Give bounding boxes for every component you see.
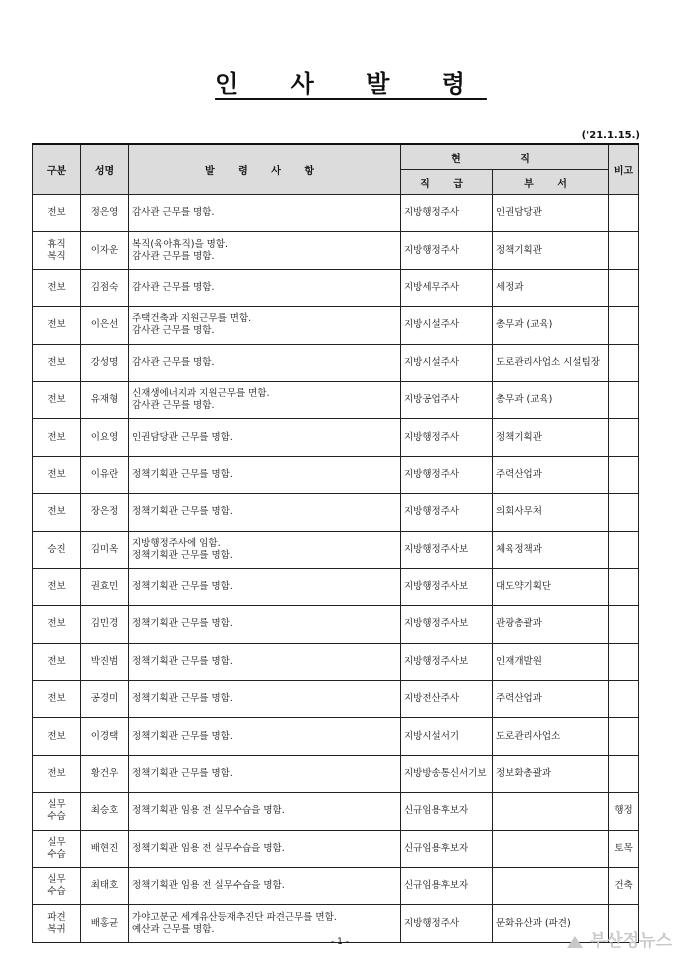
row-rank: 지방행정주사 [401, 195, 493, 232]
row-category-line: 실무 [47, 874, 66, 886]
row-rank: 지방행정주사 [401, 419, 493, 456]
table-row [33, 456, 639, 493]
row-note [609, 606, 639, 643]
row-order [129, 195, 401, 232]
row-category-line: 전보 [47, 356, 66, 368]
row-category-line: 전보 [47, 655, 66, 667]
table-row [33, 830, 639, 867]
row-category-line: 수습 [47, 811, 66, 823]
row-name: 공경미 [81, 681, 129, 718]
row-dept: 정보화총괄과 [493, 755, 609, 792]
row-order-line: 복직(육아휴직)을 명함. [132, 238, 229, 250]
row-rank: 신규임용후보자 [401, 868, 493, 905]
row-category [33, 606, 81, 643]
row-note [609, 755, 639, 792]
row-note: 건축 [609, 868, 639, 905]
row-category-line: 실무 [47, 799, 66, 811]
table-row [33, 793, 639, 830]
row-note [609, 195, 639, 232]
row-category [33, 381, 81, 418]
row-rank: 지방행정주사보 [401, 643, 493, 680]
row-order [129, 381, 401, 418]
row-category-line: 전보 [47, 581, 66, 593]
row-note [609, 232, 639, 269]
header-current: 현 직 [401, 144, 609, 170]
row-dept: 도로관리사업소 시설팀장 [493, 344, 609, 381]
header-order: 발 령 사 항 [129, 144, 401, 195]
row-category-line: 전보 [47, 618, 66, 630]
table-row [33, 606, 639, 643]
row-order-line: 정책기획관 임용 전 실무수습을 명함. [132, 880, 285, 892]
row-category-line: 전보 [47, 468, 66, 480]
row-order-line: 정책기획관 근무를 명함. [132, 693, 233, 705]
row-order-line: 예산과 근무를 명함. [132, 923, 215, 935]
row-note [609, 419, 639, 456]
row-category [33, 755, 81, 792]
row-order-line: 주택건축과 지원근무를 면함. [132, 313, 252, 325]
row-category [33, 568, 81, 605]
row-dept: 총무과 (교육) [493, 307, 609, 344]
row-category-line: 전보 [47, 319, 66, 331]
row-order-line: 감사관 근무를 명함. [132, 356, 215, 368]
row-name: 이경택 [81, 718, 129, 755]
row-order-line: 감사관 근무를 명함. [132, 325, 215, 337]
row-note [609, 568, 639, 605]
row-dept: 인권담당관 [493, 195, 609, 232]
row-category [33, 531, 81, 568]
row-order-line: 정책기획관 근무를 명함. [132, 655, 233, 667]
row-name: 이유란 [81, 456, 129, 493]
row-name: 김미옥 [81, 531, 129, 568]
table-row [33, 494, 639, 531]
row-category-line: 승진 [47, 543, 66, 555]
row-category [33, 419, 81, 456]
row-order-line: 정책기획관 근무를 명함. [132, 506, 233, 518]
header-rank: 직 급 [401, 170, 493, 195]
row-category [33, 643, 81, 680]
row-rank: 신규임용후보자 [401, 830, 493, 867]
watermark-logo-icon [566, 934, 584, 948]
row-rank: 지방행정주사보 [401, 568, 493, 605]
row-order-line: 정책기획관 임용 전 실무수습을 명함. [132, 842, 285, 854]
row-rank: 지방전산주사 [401, 681, 493, 718]
row-order-line: 신재생에너지과 지원근무를 면함. [132, 388, 270, 400]
personnel-orders-table [32, 143, 639, 943]
row-dept [493, 793, 609, 830]
table-row [33, 681, 639, 718]
row-dept: 관광총괄과 [493, 606, 609, 643]
row-category-line: 복직 [47, 250, 66, 262]
row-category-line: 수습 [47, 848, 66, 860]
row-dept: 대도약기획단 [493, 568, 609, 605]
row-category-line: 전보 [47, 506, 66, 518]
row-name: 이자운 [81, 232, 129, 269]
row-name: 배현진 [81, 830, 129, 867]
row-category [33, 307, 81, 344]
row-category [33, 830, 81, 867]
row-category-line: 실무 [47, 836, 66, 848]
row-note [609, 494, 639, 531]
row-category-line: 전보 [47, 281, 66, 293]
row-name: 강성명 [81, 344, 129, 381]
document-title: 인 사 발 령 [215, 69, 487, 98]
row-order [129, 606, 401, 643]
row-rank: 지방행정주사보 [401, 531, 493, 568]
row-order [129, 755, 401, 792]
row-name: 최태호 [81, 868, 129, 905]
row-category-line: 전보 [47, 207, 66, 219]
row-dept: 총무과 (교육) [493, 381, 609, 418]
page-number: - 1 - [331, 937, 349, 947]
row-category-line: 수습 [47, 886, 66, 898]
row-note: 행정 [609, 793, 639, 830]
row-name: 권효민 [81, 568, 129, 605]
row-note [609, 643, 639, 680]
row-order-line: 정책기획관 근무를 명함. [132, 768, 233, 780]
row-dept: 체육정책과 [493, 531, 609, 568]
row-category-line: 복귀 [47, 923, 66, 935]
row-order [129, 868, 401, 905]
row-category [33, 494, 81, 531]
table-row [33, 381, 639, 418]
row-order [129, 494, 401, 531]
table-row [33, 307, 639, 344]
row-order [129, 718, 401, 755]
row-category [33, 456, 81, 493]
row-rank: 지방행정주사 [401, 232, 493, 269]
header-dept: 부 서 [493, 170, 609, 195]
row-rank: 신규임용후보자 [401, 793, 493, 830]
row-category-line: 전보 [47, 768, 66, 780]
table-row [33, 232, 639, 269]
row-dept: 세정과 [493, 269, 609, 306]
table-row [33, 344, 639, 381]
row-order-line: 가야고분군 세계유산등재추진단 파견근무를 면함. [132, 911, 337, 923]
row-order [129, 419, 401, 456]
row-category-line: 전보 [47, 394, 66, 406]
row-dept [493, 830, 609, 867]
row-order-line: 정책기획관 근무를 명함. [132, 468, 233, 480]
row-order [129, 681, 401, 718]
row-rank: 지방행정주사 [401, 905, 493, 942]
table-body [33, 195, 639, 943]
row-category [33, 868, 81, 905]
row-order-line: 감사관 근무를 명함. [132, 400, 215, 412]
table-row [33, 643, 639, 680]
row-note: 토목 [609, 830, 639, 867]
row-name: 배홍균 [81, 905, 129, 942]
row-dept: 의회사무처 [493, 494, 609, 531]
row-category [33, 232, 81, 269]
row-rank: 지방시설서기 [401, 718, 493, 755]
row-category [33, 344, 81, 381]
row-category-line: 휴직 [47, 238, 66, 250]
table-row [33, 868, 639, 905]
row-dept: 정책기획관 [493, 232, 609, 269]
row-dept [493, 868, 609, 905]
row-note [609, 307, 639, 344]
watermark: 부산정뉴스 [566, 926, 672, 951]
row-category [33, 718, 81, 755]
row-dept: 정책기획관 [493, 419, 609, 456]
row-order-line: 인권담당관 근무를 명함. [132, 431, 233, 443]
row-order-line: 감사관 근무를 명함. [132, 207, 215, 219]
table-row [33, 718, 639, 755]
row-name: 박진범 [81, 643, 129, 680]
row-order-line: 감사관 근무를 명함. [132, 281, 215, 293]
row-rank: 지방세무주사 [401, 269, 493, 306]
row-order [129, 344, 401, 381]
row-order [129, 568, 401, 605]
row-order [129, 531, 401, 568]
row-rank: 지방시설주사 [401, 344, 493, 381]
row-category [33, 793, 81, 830]
row-rank: 지방행정주사 [401, 494, 493, 531]
row-category [33, 195, 81, 232]
row-name: 장은정 [81, 494, 129, 531]
row-category-line: 전보 [47, 431, 66, 443]
header-category: 구분 [33, 144, 81, 195]
row-category [33, 269, 81, 306]
row-order [129, 307, 401, 344]
row-rank: 지방행정주사보 [401, 606, 493, 643]
row-rank: 지방공업주사 [401, 381, 493, 418]
row-order-line: 지방행정주사에 임함. [132, 537, 221, 549]
table-row [33, 195, 639, 232]
header-note: 비고 [609, 144, 639, 195]
row-name: 황건우 [81, 755, 129, 792]
row-rank: 지방방송통신서기보 [401, 755, 493, 792]
row-dept: 인재개발원 [493, 643, 609, 680]
row-order-line: 감사관 근무를 명함. [132, 250, 215, 262]
table-row [33, 568, 639, 605]
table-row [33, 419, 639, 456]
row-note [609, 269, 639, 306]
row-order [129, 456, 401, 493]
table-row [33, 269, 639, 306]
row-order [129, 793, 401, 830]
row-rank: 지방행정주사 [401, 456, 493, 493]
row-note [609, 381, 639, 418]
row-order-line: 정책기획관 근무를 명함. [132, 618, 233, 630]
row-category-line: 전보 [47, 730, 66, 742]
row-name: 최승호 [81, 793, 129, 830]
row-dept: 주력산업과 [493, 456, 609, 493]
row-dept: 문화유산과 (파견) [493, 905, 609, 942]
issue-date: ('21.1.15.) [581, 130, 640, 141]
header-name: 성명 [81, 144, 129, 195]
row-note [609, 681, 639, 718]
row-name: 이은선 [81, 307, 129, 344]
row-name: 김민경 [81, 606, 129, 643]
row-order-line: 정책기획관 임용 전 실무수습을 명함. [132, 805, 285, 817]
row-name: 이요영 [81, 419, 129, 456]
row-order [129, 269, 401, 306]
row-dept: 주력산업과 [493, 681, 609, 718]
row-rank: 지방시설주사 [401, 307, 493, 344]
row-note [609, 718, 639, 755]
row-name: 정은영 [81, 195, 129, 232]
row-name: 김점숙 [81, 269, 129, 306]
row-order [129, 232, 401, 269]
row-dept: 도로관리사업소 [493, 718, 609, 755]
row-order-line: 정책기획관 근무를 명함. [132, 581, 233, 593]
row-category-line: 파견 [47, 911, 66, 923]
row-category-line: 전보 [47, 693, 66, 705]
row-order [129, 830, 401, 867]
table-row [33, 755, 639, 792]
row-order-line: 정책기획관 근무를 명함. [132, 730, 233, 742]
row-note [609, 344, 639, 381]
row-order [129, 643, 401, 680]
row-category [33, 681, 81, 718]
row-note [609, 531, 639, 568]
row-name: 유재형 [81, 381, 129, 418]
row-order-line: 정책기획관 근무를 명함. [132, 549, 233, 561]
row-note [609, 456, 639, 493]
table-row [33, 531, 639, 568]
